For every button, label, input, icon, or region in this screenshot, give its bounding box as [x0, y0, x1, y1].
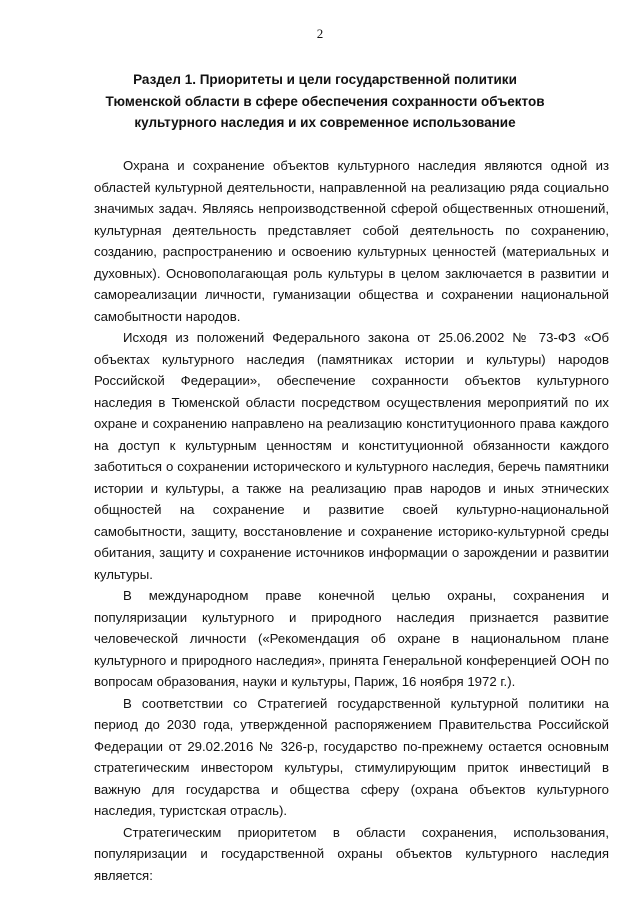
section-title: Раздел 1. Приоритеты и цели государственной политики Тюменской области в сфере обеспечения сохранности объектов культурного наследия и их современное использование [105, 72, 545, 130]
paragraph: Охрана и сохранение объектов культурного наследия являются одной из областей культурной деятельности, направленной на реализацию ряда социально значимых задач. Являясь непроизводственной сферой общественных отношений, культурная деятельность представляет собой деятельность по сохранению, созданию, распространению и освоению культурных ценностей (материальных и духовных). Основополагающая роль культуры в целом заключается в развитии и самореализации личности, гуманизации общества и сохранении национальной самобытности народов. [94, 158, 609, 324]
document-body [94, 155, 609, 886]
page-number: 2 [316, 26, 324, 41]
paragraph: Стратегическим приоритетом в области сохранения, использования, популяризации и государственной охраны объектов культурного наследия является: [94, 824, 609, 883]
paragraph: Исходя из положений Федерального закона от 25.06.2002 № 73-ФЗ «Об объектах культурного наследия (памятниках истории и культуры) народов Российской Федерации», обеспечение сохранности объектов культурного наследия в Тюменской области посредством осуществления мероприятий по их охране и сохранению направлено на реализацию конституционного права каждого на доступ к культурным ценностям и конституционной обязанности каждого заботиться о сохранении исторического и культурного наследия, беречь памятники истории и культуры, а также на реализацию прав народов и иных этнических общностей на сохранение и развитие своей культурно-национальной самобытности, защиту, восстановление и сохранение историко-культурной среды обитания, защиту и сохранение источников информации о зарождении и развитии культуры. [94, 330, 609, 582]
paragraph: В соответствии со Стратегией государственной культурной политики на период до 2030 года, утвержденной распоряжением Правительства Российской Федерации от 29.02.2016 № 326-р, государство по-прежнему остается основным стратегическим инвестором культуры, стимулирующим приток инвестиций в важную для государства и общества сферу (охрана объектов культурного наследия, туристская отрасль). [94, 695, 609, 818]
paragraph: В международном праве конечной целью охраны, сохранения и популяризации культурного и природного наследия признается развитие человеческой личности («Рекомендация об охране в национальном плане культурного и природного наследия», принята Генеральной конференцией ООН по вопросам образования, науки и культуры, Париж, 16 ноября 1972 г.). [94, 588, 609, 689]
